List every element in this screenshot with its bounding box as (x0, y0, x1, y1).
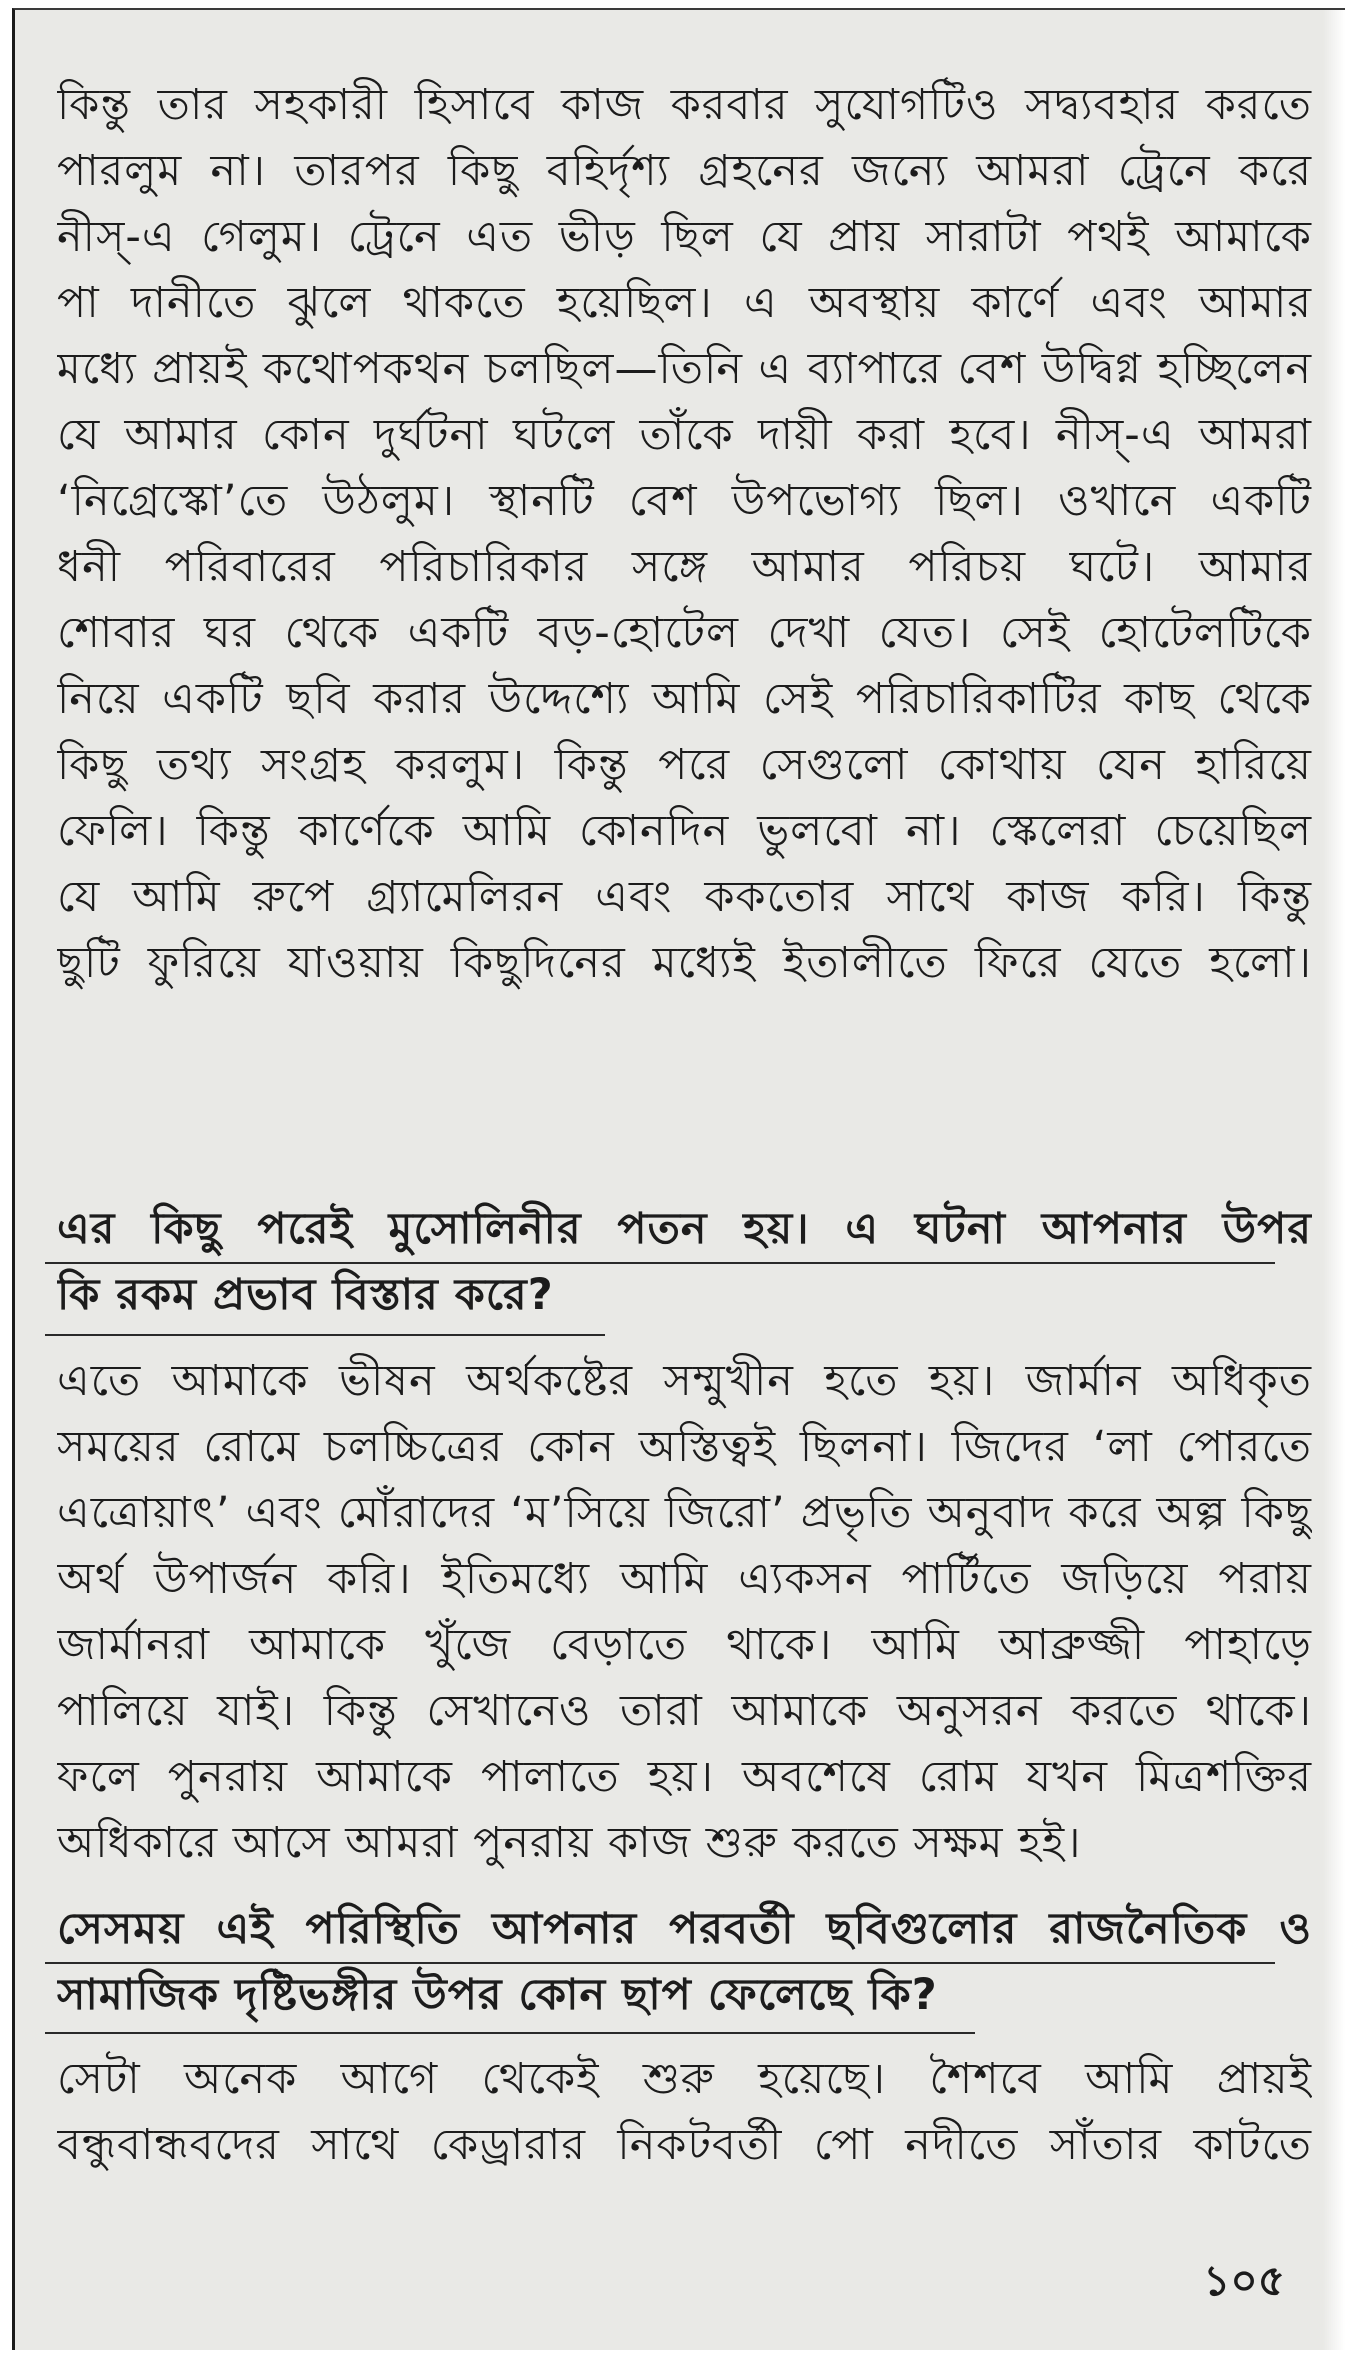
text-line: পা দানীতে ঝুলে থাকতে হয়েছিল। এ অবস্থায় কার্ণে এবং আমার (57, 278, 1312, 328)
page-number: ১০৫ (1203, 2256, 1285, 2305)
question-line: এর কিছু পরেই মুসোলিনীর পতন হয়। এ ঘটনা আপনার উপর (57, 1204, 1312, 1254)
paragraph-1 (57, 72, 1312, 996)
text-line: নিয়ে একটি ছবি করার উদ্দেশ্যে আমি সেই পরিচারিকাটির কাছ থেকে (57, 674, 1312, 724)
text-line: বন্ধুবান্ধবদের সাথে কেড্রারার নিকটবর্তী পো নদীতে সাঁতার কাটতে (57, 2120, 1312, 2170)
text-line: এত্রোয়াৎ’ এবং মোঁরাদের ‘ম’সিয়ে জিরো’ প্রভৃতি অনুবাদ করে অল্প কিছু (57, 1488, 1312, 1538)
question-underline (45, 2032, 975, 2034)
text-line: ফলে পুনরায় আমাকে পালাতে হয়। অবশেষে রোম যখন মিত্রশক্তির (57, 1752, 1312, 1802)
text-line: নীস্‌-এ গেলুম। ট্রেনে এত ভীড় ছিল যে প্রায় সারাটা পথই আমাকে (57, 212, 1312, 262)
question-line: সামাজিক দৃষ্টিভঙ্গীর উপর কোন ছাপ ফেলেছে কি? (57, 1970, 938, 2020)
text-line: পারলুম না। তারপর কিছু বহির্দৃশ্য গ্রহনের জন্যে আমরা ট্রেনে করে (57, 146, 1312, 196)
text-line: ধনী পরিবারের পরিচারিকার সঙ্গে আমার পরিচয় ঘটে। আমার (57, 542, 1312, 592)
text-line: পালিয়ে যাই। কিন্তু সেখানেও তারা আমাকে অনুসরন করতে থাকে। (57, 1686, 1312, 1736)
text-line: জার্মানরা আমাকে খুঁজে বেড়াতে থাকে। আমি আব্রুজ্জী পাহাড়ে (57, 1620, 1312, 1670)
text-line: সেটা অনেক আগে থেকেই শুরু হয়েছে। শৈশবে আমি প্রায়ই (57, 2054, 1312, 2104)
text-line: ছুটি ফুরিয়ে যাওয়ায় কিছুদিনের মধ্যেই ইতালীতে ফিরে যেতে হলো। (57, 938, 1312, 988)
text-line: যে আমার কোন দুর্ঘটনা ঘটলে তাঁকে দায়ী করা হবে। নীস্‌-এ আমরা (57, 410, 1312, 460)
question-line: সেসময় এই পরিস্থিতি আপনার পরবর্তী ছবিগুলোর রাজনৈতিক ও (57, 1904, 1312, 1954)
text-line: সময়ের রোমে চলচ্চিত্রের কোন অস্তিত্বই ছিলনা। জিদের ‘লা পোরতে (57, 1422, 1312, 1472)
question-underline (45, 1262, 1275, 1264)
question-underline (45, 1334, 605, 1336)
text-line: কিন্তু তার সহকারী হিসাবে কাজ করবার সুযোগটিও সদ্ব্যবহার করতে (57, 80, 1312, 130)
text-line: ‘নিগ্রেস্কো’তে উঠলুম। স্থানটি বেশ উপভোগ্য ছিল। ওখানে একটি (57, 476, 1312, 526)
text-line: ফেলি। কিন্তু কার্ণেকে আমি কোনদিন ভুলবো না। স্কেলেরা চেয়েছিল (57, 806, 1312, 856)
book-page (12, 8, 1345, 2350)
question-underline (45, 1962, 1275, 1964)
text-line: এতে আমাকে ভীষন অর্থকষ্টের সম্মুখীন হতে হয়। জার্মান অধিকৃত (57, 1356, 1312, 1406)
text-line: অধিকারে আসে আমরা পুনরায় কাজ শুরু করতে সক্ষম হই। (57, 1818, 1082, 1868)
text-line: শোবার ঘর থেকে একটি বড়-হোটেল দেখা যেত। সেই হোটেলটিকে (57, 608, 1312, 658)
text-line: মধ্যে প্রায়ই কথোপকথন চলছিল—তিনি এ ব্যাপারে বেশ উদ্বিগ্ন হচ্ছিলেন (57, 344, 1312, 394)
paragraph-2 (57, 1348, 1312, 1876)
text-line: অর্থ উপার্জন করি। ইতিমধ্যে আমি এ্যকসন পার্টিতে জড়িয়ে পরায় (57, 1554, 1312, 1604)
paragraph-3 (57, 2046, 1312, 2178)
text-line: যে আমি রুপে গ্র্যামেলিরন এবং ককতোর সাথে কাজ করি। কিন্তু (57, 872, 1312, 922)
question-line: কি রকম প্রভাব বিস্তার করে? (57, 1270, 554, 1320)
text-line: কিছু তথ্য সংগ্রহ করলুম। কিন্তু পরে সেগুলো কোথায় যেন হারিয়ে (57, 740, 1312, 790)
